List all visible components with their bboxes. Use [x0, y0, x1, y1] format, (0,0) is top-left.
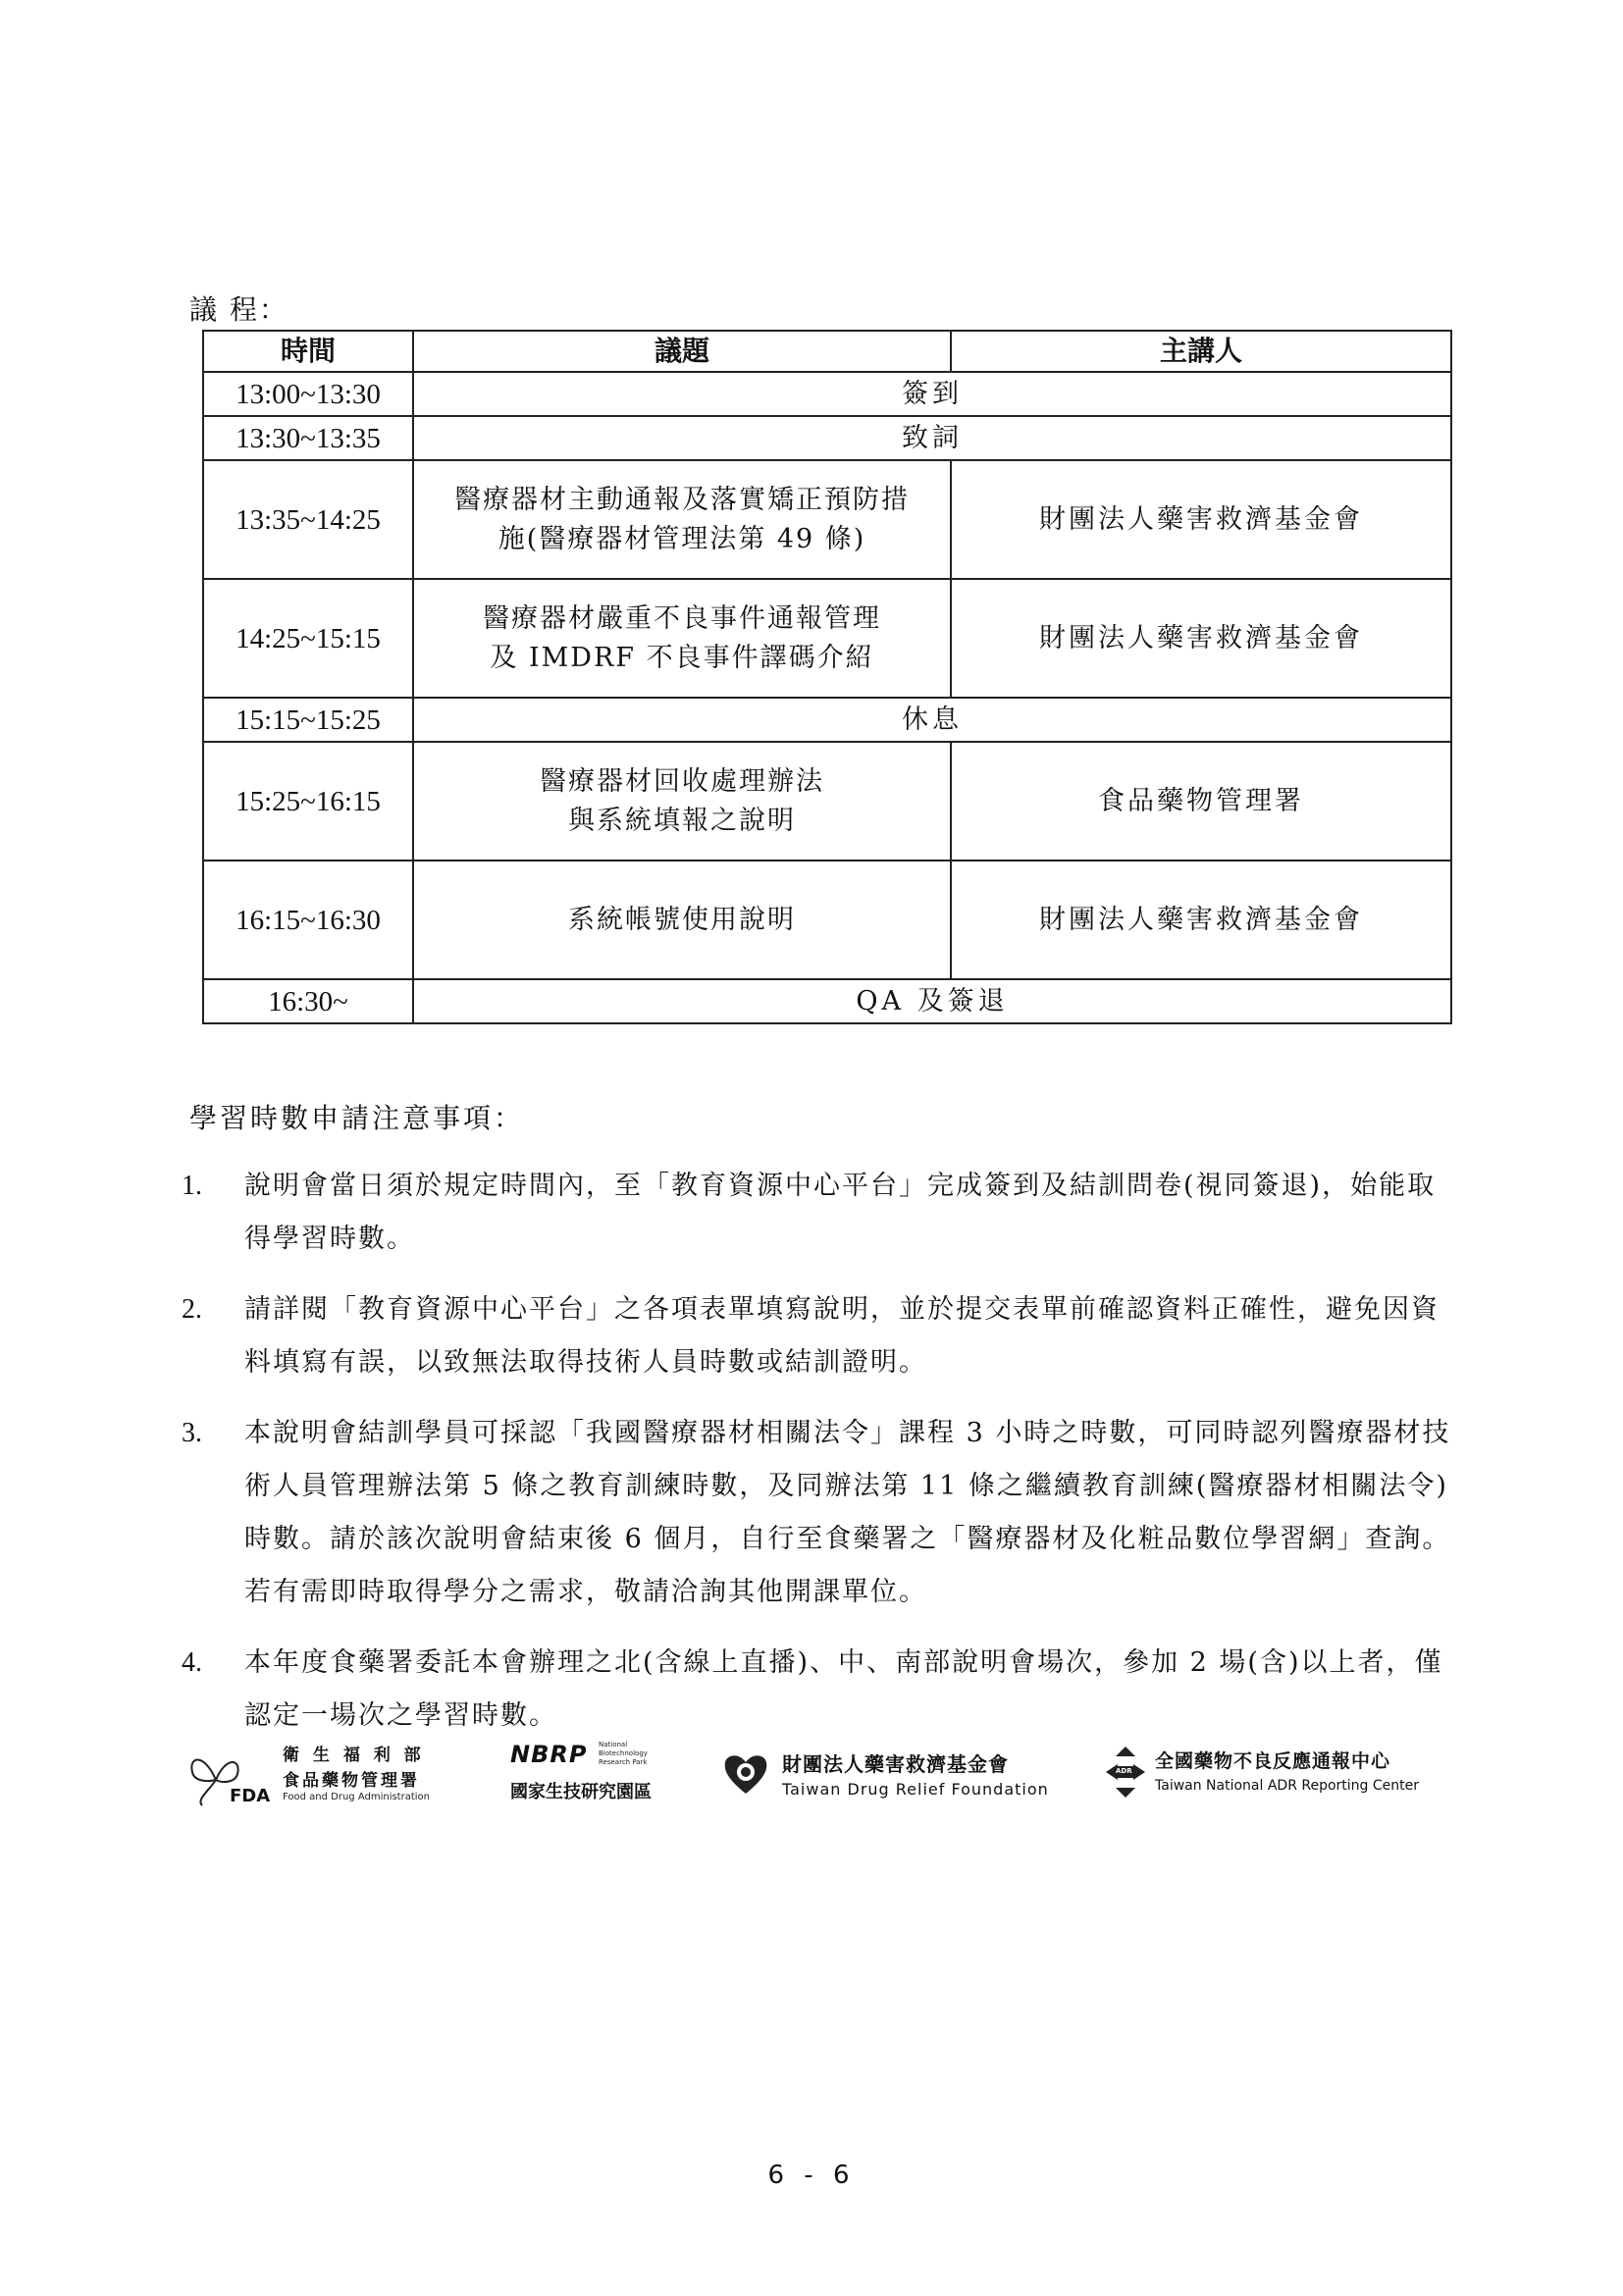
list-item — [182, 1637, 1457, 1743]
note-text: 請詳閱「教育資源中心平台」之各項表單填寫說明，並於提交表單前確認資料正確性，避免因資料填寫有誤，以致無法取得技術人員時數或結訓證明。 — [244, 1294, 1440, 1378]
topic-cell — [413, 579, 951, 698]
time-cell: 16:15~16:30 — [203, 861, 413, 979]
session-cell: 休息 — [413, 698, 1451, 742]
nbrp-abbr: NBRP — [510, 1741, 588, 1768]
adr-zh: 全國藥物不良反應通報中心 — [1155, 1750, 1391, 1772]
nbrp-logo — [510, 1739, 697, 1817]
topic-line: 醫療器材嚴重不良事件通報管理 — [483, 602, 881, 634]
table-row — [203, 698, 1451, 742]
notes-list — [182, 1160, 1457, 1760]
page-number: 6 - 6 — [767, 2161, 856, 2190]
session-cell: 簽到 — [413, 372, 1451, 416]
topic-cell — [413, 460, 951, 579]
time-cell: 15:25~16:15 — [203, 742, 413, 861]
table-row — [203, 979, 1451, 1023]
list-item — [182, 1283, 1457, 1389]
heart-icon — [721, 1748, 770, 1798]
list-item — [182, 1407, 1457, 1619]
speaker-cell: 財團法人藥害救濟基金會 — [951, 579, 1451, 698]
table-row — [203, 372, 1451, 416]
list-item — [182, 1160, 1457, 1266]
note-number: 2. — [182, 1294, 202, 1325]
time-cell: 15:15~15:25 — [203, 698, 413, 742]
nbrp-zh: 國家生技研究園區 — [510, 1782, 652, 1802]
topic-line: 醫療器材回收處理辦法 — [540, 765, 824, 797]
topic-cell — [413, 861, 951, 979]
adr-en: Taiwan National ADR Reporting Center — [1155, 1778, 1420, 1794]
header-time: 時間 — [203, 331, 413, 372]
sponsor-logos — [186, 1739, 1462, 1827]
speaker-cell: 食品藥物管理署 — [951, 742, 1451, 861]
time-cell: 16:30~ — [203, 979, 413, 1023]
tdrf-en: Taiwan Drug Relief Foundation — [782, 1780, 1049, 1799]
header-speaker: 主講人 — [951, 331, 1451, 372]
agenda-header-row — [203, 331, 1451, 372]
time-cell: 13:30~13:35 — [203, 416, 413, 460]
topic-line: 醫療器材主動通報及落實矯正預防措 — [454, 484, 910, 515]
topic-line: 施(醫療器材管理法第 49 條) — [497, 523, 866, 554]
session-cell: QA 及簽退 — [413, 979, 1451, 1023]
time-cell: 14:25~15:15 — [203, 579, 413, 698]
time-cell: 13:35~14:25 — [203, 460, 413, 579]
notes-title: 學習時數申請注意事項： — [189, 1102, 525, 1134]
topic-line: 及 IMDRF 不良事件譯碼介紹 — [490, 642, 874, 673]
nbrp-small: National Biotechnology Research Park — [599, 1741, 648, 1766]
agenda-label: 議 程： — [189, 293, 288, 326]
table-row — [203, 579, 1451, 698]
note-number: 1. — [182, 1171, 202, 1201]
header-topic: 議題 — [413, 331, 951, 372]
speaker-cell: 財團法人藥害救濟基金會 — [951, 460, 1451, 579]
topic-cell — [413, 742, 951, 861]
fda-abbr: FDA — [230, 1786, 271, 1806]
agenda-table — [202, 330, 1452, 1024]
note-text: 本說明會結訓學員可採認「我國醫療器材相關法令」課程 3 小時之時數，可同時認列醫療器材技術人員管理辦法第 5 條之教育訓練時數，及同辦法第 11 條之繼續教育訓練(醫療器材相關法令)時數。請於該次說明會結束後 6 個月，自行至食藥署之「醫療器材及化粧品數位學習網」查詢。若有需即時取得學分之需求，敬請洽詢其他開課單位。 — [244, 1418, 1451, 1607]
tdrf-zh: 財團法人藥害救濟基金會 — [782, 1752, 1009, 1776]
note-text: 說明會當日須於規定時間內，至「教育資源中心平台」完成簽到及結訓問卷(視同簽退)，始能取得學習時數。 — [244, 1171, 1437, 1254]
note-text: 本年度食藥署委託本會辦理之北(含線上直播)、中、南部說明會場次，參加 2 場(含)以上者，僅認定一場次之學習時數。 — [244, 1647, 1443, 1731]
table-row — [203, 416, 1451, 460]
table-row — [203, 742, 1451, 861]
fda-line1: 衛 生 福 利 部 — [283, 1746, 425, 1765]
fda-en: Food and Drug Administration — [283, 1792, 430, 1802]
topic-line: 與系統填報之說明 — [568, 805, 796, 836]
table-row — [203, 861, 1451, 979]
adr-badge: ADR — [1116, 1767, 1132, 1775]
table-row — [203, 460, 1451, 579]
fda-logo — [186, 1739, 471, 1817]
fda-line2: 食品藥物管理署 — [283, 1771, 420, 1791]
time-cell: 13:00~13:30 — [203, 372, 413, 416]
topic-line: 系統帳號使用說明 — [568, 904, 796, 935]
session-cell: 致詞 — [413, 416, 1451, 460]
speaker-cell: 財團法人藥害救濟基金會 — [951, 861, 1451, 979]
note-number: 4. — [182, 1647, 202, 1678]
adr-logo — [1104, 1739, 1477, 1817]
note-number: 3. — [182, 1418, 202, 1448]
tdrf-logo — [721, 1739, 1074, 1817]
